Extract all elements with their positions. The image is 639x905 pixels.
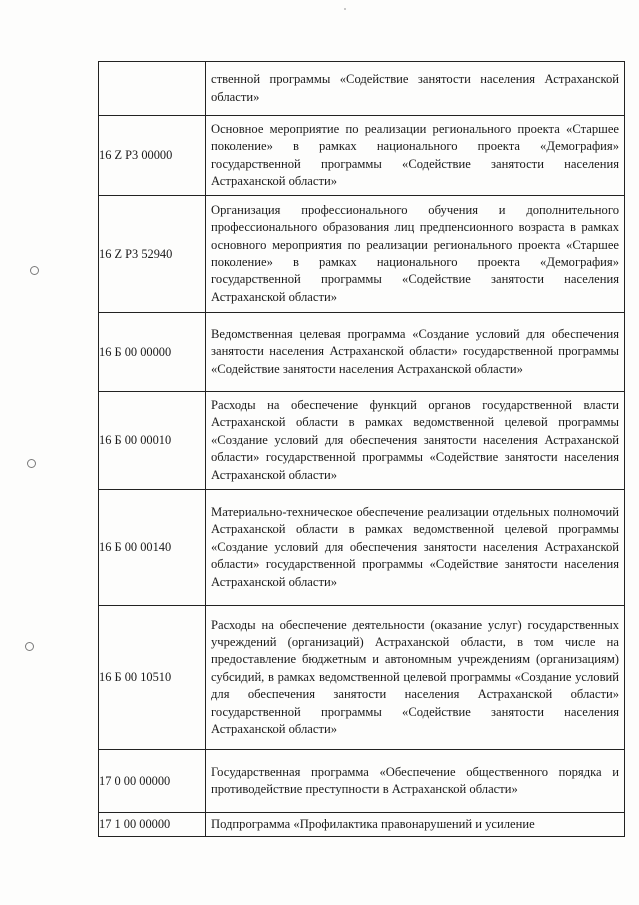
description-cell: [206, 62, 625, 116]
table-row: [99, 392, 625, 490]
table-row: [99, 116, 625, 196]
description-cell: [206, 490, 625, 606]
scan-speck: [344, 8, 346, 10]
description-cell: [206, 313, 625, 392]
punch-hole-mark: [25, 642, 34, 651]
description-cell: [206, 750, 625, 813]
table-row: [99, 313, 625, 392]
target-code-cell: 16 Б 00 00010: [99, 392, 206, 490]
description-text: ственной программы «Содействие занятости населения Астраханской области»: [211, 72, 619, 104]
punch-hole-mark: [27, 459, 36, 468]
description-cell: [206, 606, 625, 750]
target-code-cell: 16 Z P3 00000: [99, 116, 206, 196]
table-row: [99, 62, 625, 116]
table-row: [99, 196, 625, 313]
table-row: [99, 606, 625, 750]
punch-hole-mark: [30, 266, 39, 275]
description-cell: [206, 392, 625, 490]
description-text: Расходы на обеспечение функций органов государственной власти Астраханской области в рамках ведомственной целевой программы «Создание условий для обеспечения занятости населения Астраханской области» государственной программы «Содействие занятости населения Астраханской области»: [211, 397, 619, 482]
table-row: [99, 750, 625, 813]
description-text: Организация профессионального обучения и дополнительного профессионального образования лиц предпенсионного возраста в рамках основного мероприятия по реализации регионального проекта «Старшее поколение» в рамках национального проекта «Демография» государственной программы «Содействие занятости населения Астраханской области»: [211, 202, 619, 304]
description-text: Подпрограмма «Профилактика правонарушений и усиление: [211, 817, 535, 831]
target-code-cell: 16 Б 00 00140: [99, 490, 206, 606]
target-code-cell: 17 0 00 00000: [99, 750, 206, 813]
target-code-cell: 16 Б 00 10510: [99, 606, 206, 750]
target-code-cell: 17 1 00 00000: [99, 813, 206, 837]
target-code-cell: 16 Z P3 52940: [99, 196, 206, 313]
target-code-cell: 16 Б 00 00000: [99, 313, 206, 392]
description-cell: [206, 116, 625, 196]
description-text: Государственная программа «Обеспечение общественного порядка и противодействие преступности в Астраханской области»: [211, 764, 619, 796]
table-row: [99, 490, 625, 606]
description-cell: [206, 196, 625, 313]
description-cell: [206, 813, 625, 837]
description-text: Ведомственная целевая программа «Создание условий для обеспечения занятости населения Астраханской области» государственной программы «Содействие занятости населения Астраханской области»: [211, 326, 619, 376]
description-text: Основное мероприятие по реализации регионального проекта «Старшее поколение» в рамках национального проекта «Демография» государственной программы «Содействие занятости населения Астраханской области»: [211, 121, 619, 188]
table-row: [99, 813, 625, 837]
budget-classification-table: [98, 61, 625, 837]
description-text: Расходы на обеспечение деятельности (оказание услуг) государственных учреждений (организаций) Астраханской области, в том числе на предоставление бюджетным и автономным учреждениям (организациям) субсидий, в рамках ведомственной целевой программы «Создание условий для обеспечения занятости населения Астраханской области» государственной программы «Содействие занятости населения Астраханской области»: [211, 617, 619, 737]
target-code-cell: [99, 62, 206, 116]
description-text: Материально-техническое обеспечение реализации отдельных полномочий Астраханской области в рамках ведомственной целевой программы «Создание условий для обеспечения занятости населения Астраханской области» государственной программы «Содействие занятости населения Астраханской области»: [211, 504, 619, 589]
